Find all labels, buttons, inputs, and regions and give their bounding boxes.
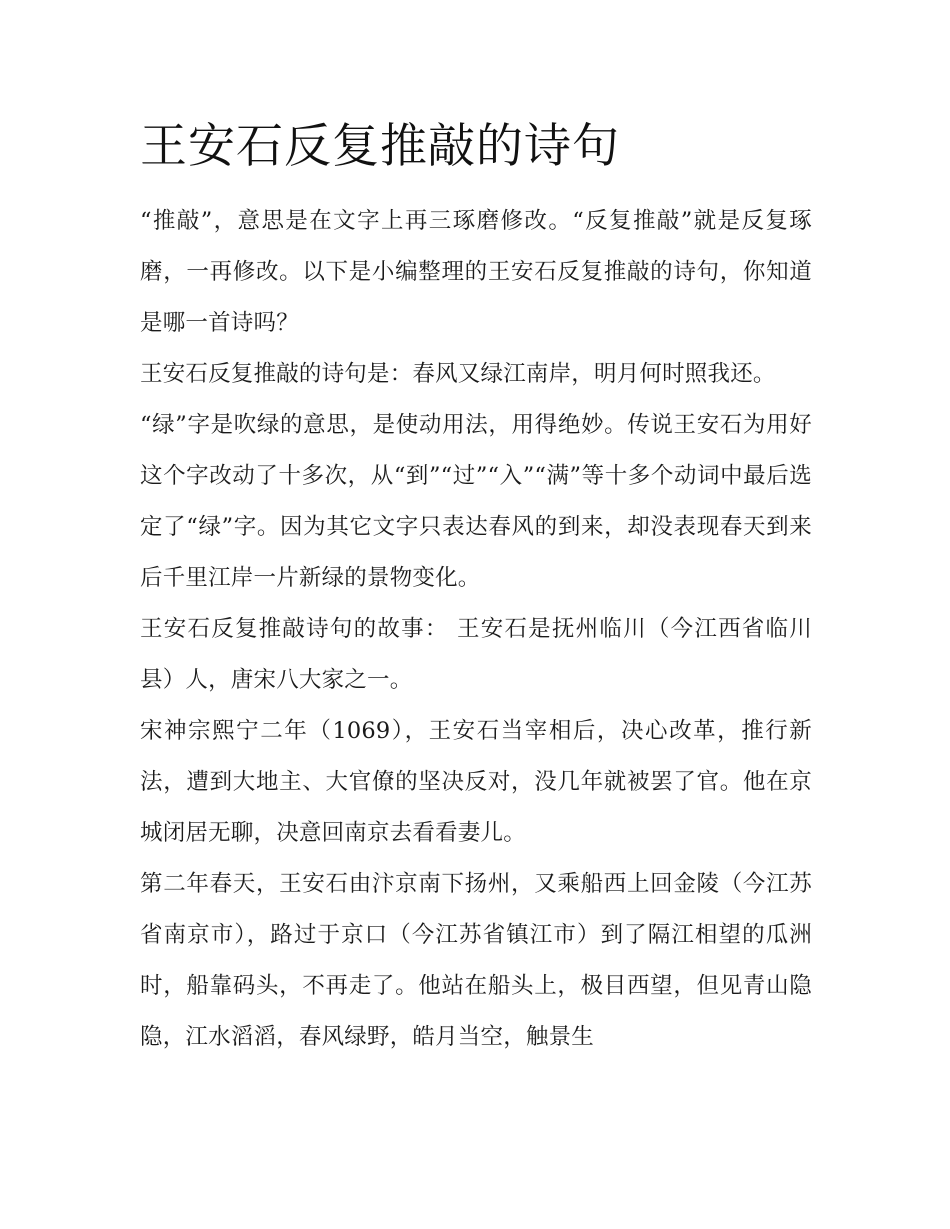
paragraph-explanation: “绿”字是吹绿的意思，是使动用法，用得绝妙。传说王安石为用好这个字改动了十多次，从“到”“过”“入”“满”等十多个动词中最后选定了“绿”字。因为其它文字只表达春风的到来，却没表现春天到来后千里江岸一片新绿的景物变化。 bbox=[140, 412, 812, 591]
document-body bbox=[140, 112, 812, 1063]
paragraph-journey: 第二年春天，王安石由汴京南下扬州，又乘船西上回金陵（今江苏省南京市），路过于京口（今江苏省镇江市）到了隔江相望的瓜洲时，船靠码头，不再走了。他站在船头上，极目西望，但见青山隐隐，江水滔滔，春风绿野，皓月当空，触景生 bbox=[140, 871, 812, 1050]
paragraph-answer: 王安石反复推敲的诗句是：春风又绿江南岸，明月何时照我还。 bbox=[140, 361, 776, 387]
paragraph-story-intro: 王安石反复推敲诗句的故事： 王安石是抚州临川（今江西省临川县）人，唐宋八大家之一。 bbox=[140, 616, 812, 693]
paragraph-intro: “推敲”，意思是在文字上再三琢磨修改。“反复推敲”就是反复琢磨，一再修改。以下是小编整理的王安石反复推敲的诗句，你知道是哪一首诗吗？ bbox=[140, 208, 812, 336]
paragraph-reform: 宋神宗熙宁二年（1069），王安石当宰相后，决心改革，推行新法，遭到大地主、大官僚的坚决反对，没几年就被罢了官。他在京城闭居无聊，决意回南京去看看妻儿。 bbox=[140, 718, 812, 846]
document-title: 王安石反复推敲的诗句 bbox=[140, 119, 620, 174]
